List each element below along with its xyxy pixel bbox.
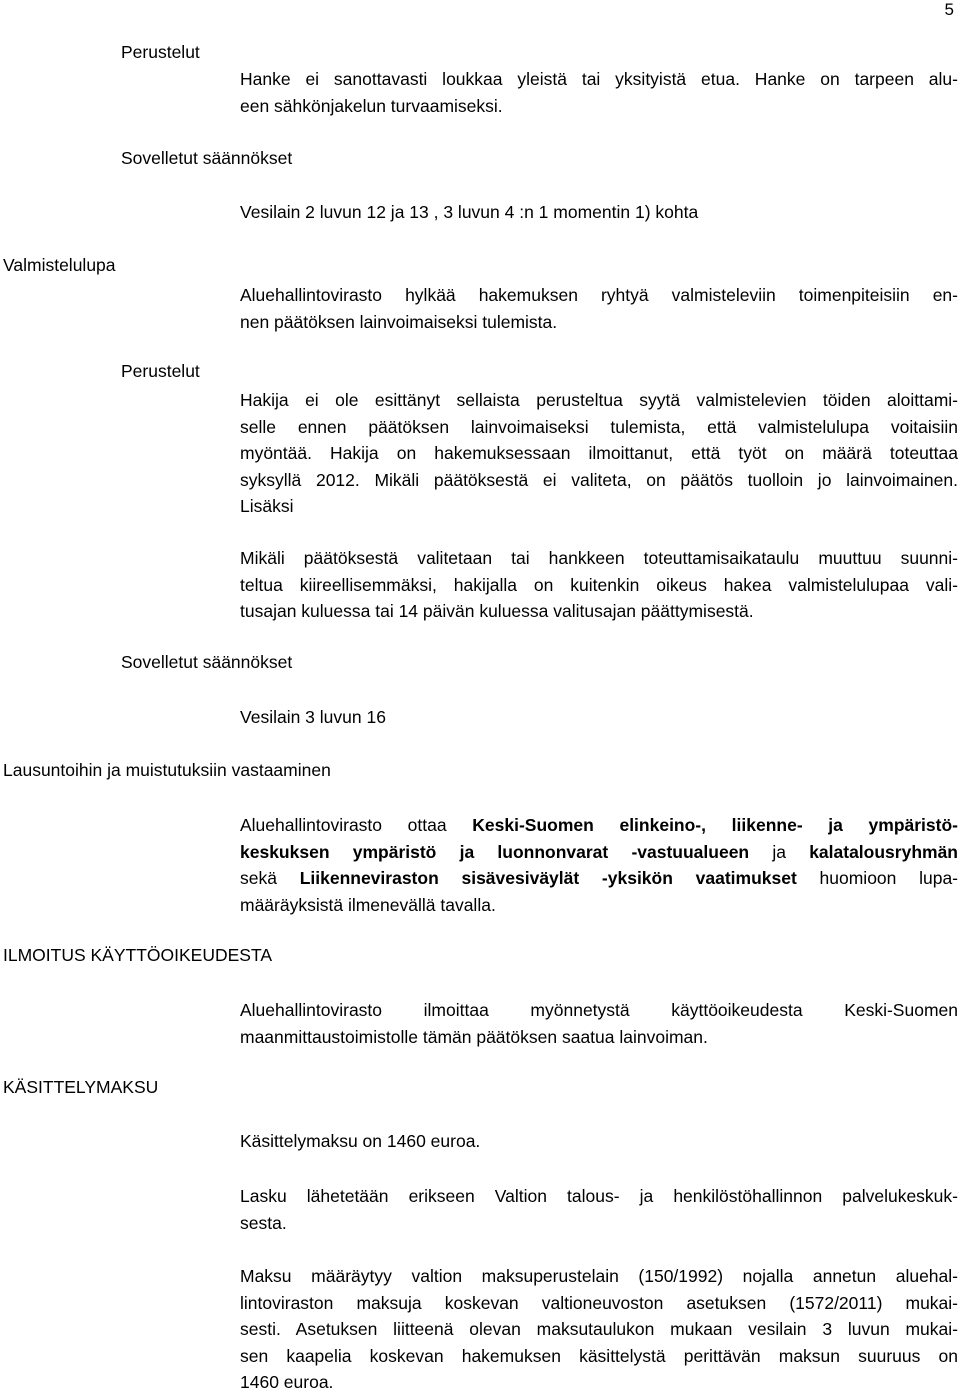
text-line: tusajan kuluessa tai 14 päivän kuluessa valitusajan päättymisestä. [240,601,754,622]
heading-kasittelymaksu: KÄSITTELYMAKSU [3,1077,159,1097]
text-line: Mikäli päätöksestä valitetaan tai hankkeen toteuttamisaikataulu muuttuu suunni- [240,548,958,568]
paragraph-ilmoitus [240,997,958,1050]
page-number: 5 [944,0,954,19]
text-bold: Keski-Suomen elinkeino-, liikenne- ja ympäristö- [472,815,958,835]
text-vesilain-reference: Vesilain 2 luvun 12 ja 13 , 3 luvun 4 :n 1 momentin 1) kohta [240,202,699,222]
heading-sovelletut-saannokset: Sovelletut säännökset [121,652,293,672]
text-line: myöntää. Hakija on hakemuksessaan ilmoittanut, että työt on määrä toteuttaa [240,443,958,464]
heading-perustelut: Perustelut [121,42,200,62]
text-line [240,865,958,892]
heading-ilmoitus-kayttooikeudesta: ILMOITUS KÄYTTÖOIKEUDESTA [3,945,273,965]
text-line: Maksu määräytyy valtion maksuperustelain (150/1992) nojalla annetun aluehal- [240,1266,958,1286]
text-line: sesta. [240,1212,287,1233]
text-line: sesti. Asetuksen liitteenä olevan maksutaulukon mukaan vesilain 3 luvun mukai- [240,1319,958,1340]
text-span: sekä [240,868,300,889]
heading-sovelletut-saannokset: Sovelletut säännökset [121,148,293,168]
text-line: lintoviraston maksuja koskevan valtioneuvoston asetuksen (1572/2011) mukai- [240,1292,958,1313]
text-line [240,839,958,866]
text-line [240,812,958,839]
text-line: Lisäksi [240,496,294,517]
text-span: ja [749,841,810,862]
text-line: maanmittaustoimistolle tämän päätöksen saatua lainvoiman. [240,1026,708,1047]
text-vesilain-reference: Vesilain 3 luvun 16 [240,707,386,727]
text-line: nen päätöksen lainvoimaiseksi tulemista. [240,311,558,332]
heading-perustelut: Perustelut [121,361,200,381]
text-line: teltua kiireellisemmäksi, hakijalla on kuitenkin oikeus hakea valmistelulupaa vali- [240,574,958,595]
text-bold: kalatalousryhmän [809,841,958,862]
text-line: Lasku lähetetään erikseen Valtion talous- ja henkilöstöhallinnon palvelukeskuk- [240,1186,958,1206]
text-line: Aluehallintovirasto hylkää hakemuksen ryhtyä valmisteleviin toimenpiteisiin en- [240,285,958,305]
text-bold: Liikenneviraston sisävesiväylät -yksikön vaatimukset [299,868,797,889]
text-line: Hakija ei ole esittänyt sellaista perusteltua syytä valmistelevien töiden aloittami- [240,390,958,410]
text-line: Aluehallintovirasto ilmoittaa myönnetystä käyttöoikeudesta Keski-Suomen [240,1000,958,1020]
text-line: määräyksistä ilmenevällä tavalla. [240,894,496,915]
heading-valmistelulupa: Valmistelulupa [3,255,116,275]
heading-lausuntoihin: Lausuntoihin ja muistutuksiin vastaaminen [3,760,331,780]
paragraph-valmistelulupa [240,282,958,335]
text-span: Aluehallintovirasto ottaa [240,815,473,835]
text-kasittelymaksu-amount: Käsittelymaksu on 1460 euroa. [240,1131,481,1151]
text-line: een sähkönjakelun turvaamiseksi. [240,95,503,116]
paragraph-lasku [240,1183,958,1236]
paragraph-perustelut-hakija [240,387,958,520]
text-span: huomioon lupa- [796,868,959,889]
text-line: syksyllä 2012. Mikäli päätöksestä ei valiteta, on päätös tuolloin jo lainvoimainen. [240,469,958,490]
paragraph-perustelut-valitus [240,545,958,625]
text-line: sen kaapelia koskevan hakemuksen käsittelystä perittävän maksun suuruus on [240,1345,958,1366]
paragraph-perustelut-hanke [240,66,958,119]
text-line: 1460 euroa. [240,1372,334,1393]
text-line: selle ennen päätöksen lainvoimaiseksi tulemista, että valmistelulupa voitaisiin [240,416,958,437]
text-line: Hanke ei sanottavasti loukkaa yleistä tai yksityistä etua. Hanke on tarpeen alu- [240,69,958,89]
paragraph-maksu [240,1263,958,1396]
paragraph-lausuntoihin [240,812,958,918]
text-bold: keskuksen ympäristö ja luonnonvarat -vastuualueen [240,841,750,862]
